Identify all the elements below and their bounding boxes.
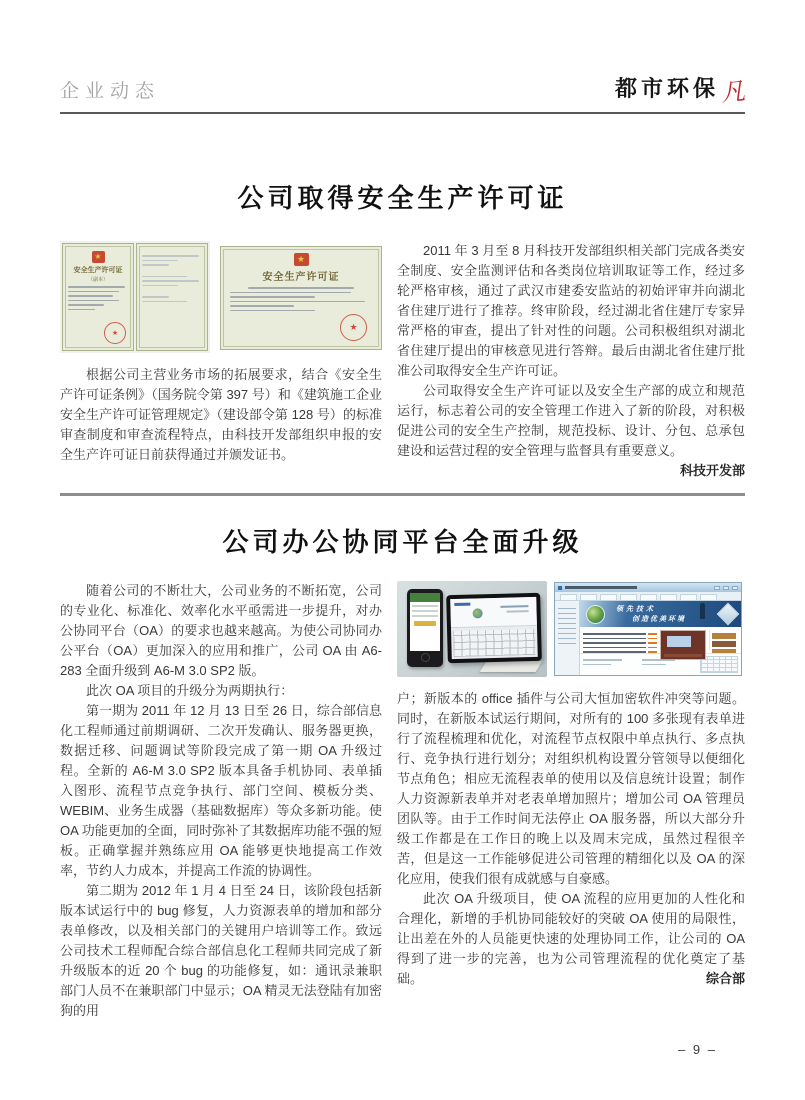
globe-logo-icon (586, 605, 605, 624)
logo-seal-icon: 凡 (719, 78, 747, 108)
magazine-brand (614, 72, 747, 108)
smartphone-image (407, 589, 443, 667)
article1-right-paragraph-1 (397, 241, 745, 381)
article2-left-paragraph-1 (60, 581, 382, 681)
paragraph-text: 此次 OA 项目的升级分为两期执行： (86, 683, 294, 698)
banner-slogan-line2: 创造优美环境 (632, 615, 686, 623)
booklet-text-lines (68, 286, 128, 310)
person-silhouette (700, 603, 705, 619)
paragraph-text: 根据公司主营业务市场的拓展要求，结合《安全生产许可证条例》（国务院令第 397 号）和《建筑施工企业安全生产许可证管理规定》（建设部令第 128 号）的标准审查制度和审查流程特点，由科技开发部组织申报的安全生产许可证日前获得通过并颁发证书。 (60, 367, 382, 462)
paragraph-text: 随着公司的不断壮大，公司业务的不断拓宽，公司的专业化、标准化、效率化水平亟需进一步提升，对办公协同平台（OA）的要求也越来越高。为使公司协同办公平台（OA）更加深入的应用和推广，公司 OA 由 A6-283 全面升级到 A6-M 3.0 SP2 版。 (60, 583, 382, 678)
article2-columns (60, 581, 745, 1021)
article2-signature: 综合部 (705, 971, 745, 986)
article1-left-paragraph (60, 365, 382, 465)
tablet-image (446, 593, 542, 663)
portal-banner (580, 601, 741, 627)
magazine-name: 都市环保 (614, 76, 719, 101)
paragraph-text: 此次 OA 升级项目，使 OA 流程的应用更加的人性化和合理化，新增的手机协同能较好的突破 OA 使用的局限性，让出差在外的人员能更快速的处理协同工作，让公司的 OA 得到了进一步的完善，也为公司管理流程的优化奠定了基础。 (397, 891, 745, 986)
certificate-title: 安全生产许可证 (262, 272, 340, 283)
section-divider (60, 493, 745, 496)
page-number: – 9 – (678, 1042, 717, 1057)
booklet-right-page (136, 243, 208, 351)
page-content (60, 72, 745, 1021)
article-oa-upgrade (60, 522, 745, 1021)
booklet-title: 安全生产许可证 (73, 267, 123, 274)
booklet-left-page (62, 243, 134, 351)
national-emblem-icon: ★ (92, 251, 105, 263)
tablet-cover (480, 661, 543, 672)
phone-home-button (421, 653, 430, 662)
oa-photos (397, 581, 745, 677)
section-label: 企业动态 (60, 81, 161, 102)
tablet-screen (450, 597, 538, 659)
booklet-subtitle: （副本） (87, 277, 108, 283)
paragraph-text: 2011 年 3 月至 8 月科技开发部组织相关部门完成各类安全制度、安全监测评估和各类岗位培训取证等工作，经过多轮严格审核，通过了武汉市建委安监站的初始评审并向湖北省住建厅进行了推荐。终审阶段，经过湖北省住建厅专家异常严格的审查，提出了针对性的问题。公司积极组织对湖北省住建厅提出的审核意见进行答辩。最后由湖北省住建厅批准公司取得安全生产许可证。 (397, 243, 745, 378)
portal-thumbnails (709, 630, 738, 650)
portal-news-list (583, 630, 657, 650)
paragraph-text: 第二期为 2012 年 1 月 4 日至 24 日，该阶段包括新版本试运行中的 bug 修复，人力资源表单的增加和部分表单修改，以及相关部门的关键用户培训等工作。致远公司技术工程师配合综合部信息化工程师共同完成了新升级版本的近 20 个 bug 的功能修复，如：通讯录兼职部门人员不在兼职部门中显示；OA 精灵无法登陆有加密狗的用 (60, 883, 382, 1018)
oa-portal-screenshot (554, 582, 742, 676)
page-header (60, 72, 745, 114)
portal-nav-tabs (555, 592, 741, 601)
portal-app-icon (558, 586, 562, 590)
article2-left-paragraph-2 (60, 681, 382, 701)
certificate-text-lines (230, 287, 372, 311)
article1-signature: 科技开发部 (679, 463, 745, 478)
license-certificate-image (220, 246, 382, 350)
red-seal-icon: ★ (340, 314, 367, 341)
booklet-right-lines (142, 255, 202, 302)
paragraph-text: 户；新版本的 office 插件与公司大恒加密软件冲突等问题。同时，在新版本试运行期间，对所有的 100 多张现有表单进行了流程梳理和优化，对流程节点权限中单点执行、多点执行、竞争执行进行划分；对组织机构设置分管领导以便细化节点角色；相应无流程表单的使用以及信息统计设置；制作人力资源新表单并对老表单增加照片；增加公司 OA 管理员团队等。由于工作时间无法停止 OA 服务器，所以大部分升级工作都是在工作日的晚上以及周末完成，虽然过程很辛苦，但是这一工作能够促进公司管理的精细化以及 OA 的深化应用，使我们很有成就感与自豪感。 (397, 691, 745, 886)
license-booklet-image (60, 241, 210, 353)
banner-slogan-line1: 领先技术 (616, 605, 656, 613)
red-seal-icon: ★ (104, 322, 126, 344)
article2-title: 公司办公协同平台全面升级 (222, 528, 583, 557)
article1-left-column (60, 241, 382, 465)
paragraph-text: 第一期为 2011 年 12 月 13 日至 26 日，综合部信息化工程师通过前期调研、二次开发确认、服务器更换，数据迁移、问题调试等阶段完成了第一期 OA 升级过程。全新的 A6-M 3.0 SP2 版本具备手机协同、表单插入图形、流程节点竞争执行、部门空间、模板分类、WEBIM、业务生成器（基础数据库）等众多新功能。使 OA 功能更加的全面，同时弥补了其数据库功能不强的短板。正确掌握并熟练应用 OA 能够更快地提高工作效率，节约人力成本，并提高工作流的协调性。 (60, 703, 382, 878)
portal-news-photo (660, 630, 706, 660)
article1-title: 公司取得安全生产许可证 (237, 184, 568, 213)
article-safety-license (60, 178, 745, 481)
article2-left-paragraph-4 (60, 881, 382, 1021)
article1-columns (60, 241, 745, 481)
portal-titlebar (555, 583, 741, 592)
national-emblem-icon: ★ (294, 253, 309, 266)
article2-left-column (60, 581, 382, 1021)
article2-right-column (397, 581, 745, 989)
paragraph-text: 公司取得安全生产许可证以及安全生产部的成立和规范运行，标志着公司的安全管理工作进入了新的阶段，对积极促进公司的安全生产控制，规范投标、设计、分包、总承包建设和运营过程的安全管理与监督具有重要意义。 (397, 383, 745, 458)
article1-right-paragraph-2 (397, 381, 745, 478)
mobile-devices-photo (397, 581, 547, 677)
article2-right-paragraph-2 (397, 889, 745, 989)
phone-screen (410, 593, 440, 651)
article1-right-column (397, 241, 745, 481)
article2-left-paragraph-3 (60, 701, 382, 881)
article2-right-paragraph-1 (397, 689, 745, 889)
certificate-photos (60, 241, 382, 353)
tablet-keyboard (453, 629, 536, 657)
portal-sidebar (555, 601, 580, 675)
diamond-graphic (717, 603, 740, 626)
